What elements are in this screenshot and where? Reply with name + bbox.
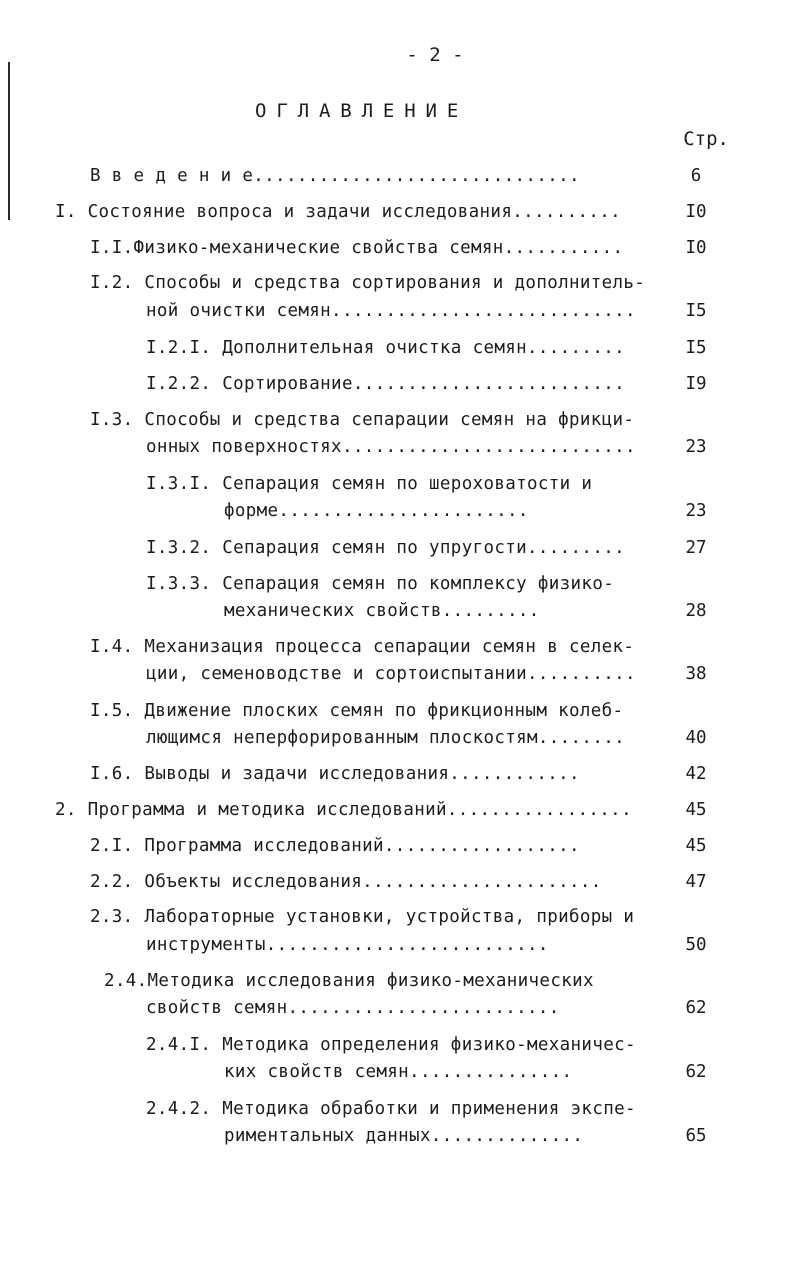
toc-entry-line: I.2.2. Сортирование......................... xyxy=(146,374,625,394)
toc-entry-line: I.2. Способы и средства сортирования и дополнитель- xyxy=(90,273,646,293)
toc-entry-line: В в е д е н и е.............................. xyxy=(90,166,580,186)
toc-entry-line: I. Состояние вопроса и задачи исследования.......... xyxy=(55,202,622,222)
toc-entry-line: свойств семян......................... xyxy=(146,998,560,1018)
toc-entry-line: I.6. Выводы и задачи исследования............ xyxy=(90,764,580,784)
toc-entry-page: I0 xyxy=(685,202,707,222)
toc-entry-page: 47 xyxy=(685,872,707,892)
toc-entry-line: 2. Программа и методика исследований................. xyxy=(55,800,632,820)
toc-entry-page: I9 xyxy=(685,374,707,394)
toc-entry-line: форме....................... xyxy=(224,501,529,521)
toc-entry-line: ной очистки семян............................ xyxy=(146,301,636,321)
toc-entry-line: I.3. Способы и средства сепарации семян на фрикци- xyxy=(90,410,635,430)
toc-entry-line: 2.I. Программа исследований.................. xyxy=(90,836,580,856)
toc-entry-line: ких свойств семян............... xyxy=(224,1062,573,1082)
toc-entry-page: 62 xyxy=(685,1062,707,1082)
toc-entry-page: 50 xyxy=(685,935,707,955)
toc-entry-page: I5 xyxy=(685,338,707,358)
toc-entry-page: 23 xyxy=(685,437,707,457)
toc-entry-page: 40 xyxy=(685,728,707,748)
toc-entry-page: 27 xyxy=(685,538,707,558)
toc-entry-line: ции, семеноводстве и сортоиспытании.......... xyxy=(146,664,636,684)
toc-entry-line: I.I.Физико-механические свойства семян........... xyxy=(90,238,624,258)
toc-entry-line: механических свойств......... xyxy=(224,601,540,621)
page-number: - 2 - xyxy=(406,44,464,66)
toc-entry-line: 2.3. Лабораторные установки, устройства, приборы и xyxy=(90,907,635,927)
toc-entry-line: I.3.I. Сепарация семян по шероховатости и xyxy=(146,474,593,494)
toc-entry-line: 2.4.I. Методика определения физико-механичес- xyxy=(146,1035,636,1055)
toc-entry-line: риментальных данных.............. xyxy=(224,1126,584,1146)
margin-rule xyxy=(8,62,10,220)
toc-entry-line: I.2.I. Дополнительная очистка семян......... xyxy=(146,338,625,358)
toc-entry-page: I5 xyxy=(685,301,707,321)
toc-entry-page: 28 xyxy=(685,601,707,621)
page-column-label: Стр. xyxy=(683,128,729,150)
toc-entry-line: лющимся неперфорированным плоскостям........ xyxy=(146,728,625,748)
toc-entry-page: 23 xyxy=(685,501,707,521)
toc-entry-line: онных поверхностях........................... xyxy=(146,437,636,457)
toc-entry-line: I.5. Движение плоских семян по фрикционным колеб- xyxy=(90,701,624,721)
toc-entry-line: 2.4.Методика исследования физико-механических xyxy=(104,971,594,991)
toc-entry-line: I.3.2. Сепарация семян по упругости......... xyxy=(146,538,625,558)
toc-entry-page: 6 xyxy=(690,166,702,186)
toc-entry-page: 45 xyxy=(685,836,707,856)
toc-entry-page: 65 xyxy=(685,1126,707,1146)
toc-entry-page: 62 xyxy=(685,998,707,1018)
toc-entry-page: 38 xyxy=(685,664,707,684)
toc-entry-page: 45 xyxy=(685,800,707,820)
toc-entry-page: 42 xyxy=(685,764,707,784)
toc-entry-line: I.4. Механизация процесса сепарации семян в селек- xyxy=(90,637,635,657)
toc-entry-page: I0 xyxy=(685,238,707,258)
toc-entry-line: 2.4.2. Методика обработки и применения экспе- xyxy=(146,1099,636,1119)
toc-entry-line: I.3.3. Сепарация семян по комплексу физико- xyxy=(146,574,615,594)
toc-entry-line: 2.2. Объекты исследования...................... xyxy=(90,872,602,892)
toc-title: ОГЛАВЛЕНИЕ xyxy=(255,100,469,122)
toc-entry-line: инструменты.......................... xyxy=(146,935,549,955)
